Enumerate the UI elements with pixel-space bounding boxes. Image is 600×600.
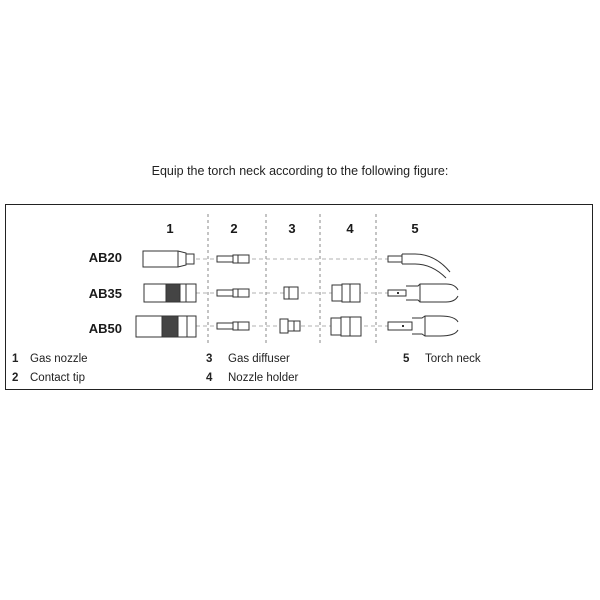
- legend-label: Torch neck: [425, 353, 481, 365]
- legend-number: 4: [206, 372, 213, 384]
- gas-nozzle-ab35-drawing: [144, 284, 196, 302]
- intro-text: Equip the torch neck according to the following figure:: [151, 164, 449, 178]
- row-label-ab35: AB35: [88, 286, 122, 301]
- torch-neck-ab20-drawing: [388, 254, 450, 278]
- contact-tip-ab20-drawing: [217, 255, 249, 263]
- column-number-2: 2: [230, 221, 238, 236]
- legend-item-contact-tip: [12, 372, 85, 384]
- contact-tip-ab35-drawing: [217, 289, 249, 297]
- gas-nozzle-ab20-drawing: [143, 251, 194, 267]
- column-number-5: 5: [411, 221, 419, 236]
- gas-diffuser-ab35-drawing: [284, 287, 298, 299]
- nozzle-holder-ab35-drawing: [332, 284, 360, 302]
- legend-number: 3: [206, 353, 213, 365]
- legend-label: Gas diffuser: [228, 353, 290, 365]
- column-number-4: 4: [346, 221, 354, 236]
- legend-number: 2: [12, 372, 19, 384]
- legend-label: Nozzle holder: [228, 372, 299, 384]
- legend-number: 5: [403, 353, 410, 365]
- legend-item-nozzle-holder: [206, 372, 298, 384]
- nozzle-holder-ab50-drawing: [331, 317, 361, 336]
- column-number-3: 3: [288, 221, 296, 236]
- gas-diffuser-ab50-drawing: [280, 319, 300, 333]
- legend-label: Gas nozzle: [30, 353, 88, 365]
- column-number-1: 1: [166, 221, 174, 236]
- row-label-ab50: AB50: [88, 321, 122, 336]
- legend-label: Contact tip: [30, 372, 85, 384]
- legend-item-torch-neck: [403, 353, 481, 365]
- torch-neck-ab50-drawing: [388, 316, 458, 336]
- torch-neck-ab35-drawing: [388, 284, 458, 302]
- gas-nozzle-ab50-drawing: [136, 316, 196, 337]
- contact-tip-ab50-drawing: [217, 322, 249, 330]
- legend-number: 1: [12, 353, 19, 365]
- row-label-ab20: AB20: [88, 250, 122, 265]
- legend-item-gas-nozzle: [12, 353, 88, 365]
- legend-item-gas-diffuser: [206, 353, 290, 365]
